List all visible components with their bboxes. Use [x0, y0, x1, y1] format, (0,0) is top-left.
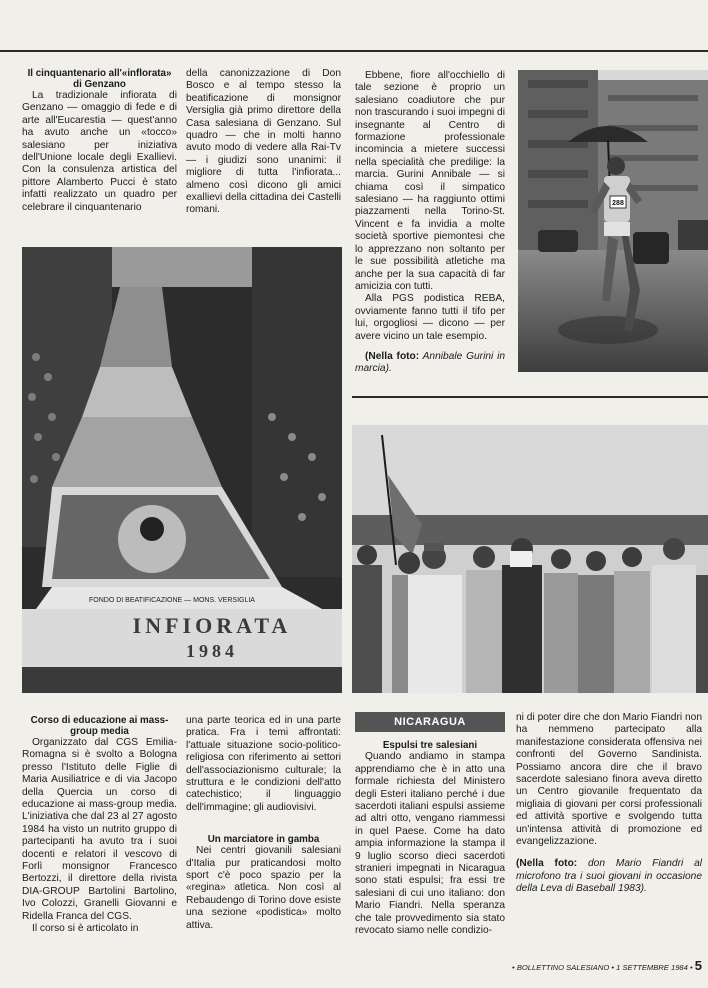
marciatore-text: Nei centri giovanili salesiani d'Italia pur praticandosi molto sport c'è poco spazio per la «regina» atletica. Non così al Rebaudengo di Torino dove esiste una sezione «podistica» molto attiva. — [186, 845, 341, 931]
runner-photo-graphic — [518, 70, 708, 372]
corso-headline: Corso di educazione ai mass-group media — [30, 715, 169, 737]
genzano-col-1 — [22, 68, 177, 214]
annibale-caption-text: Annibale Gurini in marcia). — [355, 350, 506, 375]
page-footer — [440, 958, 702, 973]
genzano-col-2 — [186, 68, 341, 217]
annibale-caption-label: (Nella foto: — [365, 350, 420, 362]
annibale-text-2: Alla PGS podistica REBA, ovviamente fanno tutti il tifo per lui, orgogliosi — dicono — per avere vicino un tale esempio. — [355, 293, 505, 342]
annibale-col — [355, 70, 505, 376]
annibale-caption — [355, 351, 505, 376]
corso-text-2: Il corso si è articolato in — [32, 923, 139, 935]
marciatore-headline: Un marciatore in gamba — [207, 834, 320, 846]
nicaragua-section-label: NICARAGUA — [355, 712, 505, 732]
footer-text: • BOLLETTINO SALESIANO • 1 SETTEMBRE 1984 • — [512, 963, 693, 972]
runner-bib: 288 — [612, 200, 624, 207]
genzano-text-1: La tradizionale infiorata di Genzano — omaggio di fede e di arte all'Eucarestia — quest'anno ha avuto anche un «tocco» salesiano per iniziativa dell'Unione locale degli Exallievi. Con la consulenza artistica del pittore Alamberto Pucci è stato infatti realizzato un quadro per celebrare il cinquantenario — [22, 90, 177, 213]
nicaragua-col-2 — [516, 712, 702, 896]
infiorata-panel-text: FONDO DI BEATIFICAZIONE — MONS. VERSIGLIA — [89, 597, 255, 604]
corso-col-2 — [186, 715, 341, 932]
corso-text-3: una parte teorica ed in una parte pratica. Fra i temi affrontati: l'attuale situazione socio-politico-religiosa con riferimento ai settori dell'associazionismo culturale; la struttura e le condizioni dell'atto catechistico; il linguaggio dell'immagine; gli audiovisivi. — [186, 715, 341, 813]
nicaragua-headline: Espulsi tre salesiani — [382, 740, 478, 752]
genzano-text-2: della canonizzazione di Don Bosco e al tempo stesso la beatificazione di monsignor Versiglia già primo direttore della Casa salesiana di Genzano. Sul quadro — che in molti hanno avuto modo di vedere alla Rai-Tv — i giudizi sono unanimi: il migliore di tutta l'infiorata... almeno così dicono gli amici exallievi della cittadina dei Castelli romani. — [186, 68, 341, 216]
top-rule — [0, 50, 708, 52]
infiorata-year: 1984 — [186, 641, 238, 661]
nicaragua-text: Quando andiamo in stampa apprendiamo che è in atto una formale richiesta del Ministero degli Esteri italiano perché i due sacerdoti italiani espulsi assieme ad altri otto, vengano riammessi in quel Paese. Come ha dato ampia informazione la stampa il 9 luglio scorso dieci sacerdoti stranieri impegnati in Nicaragua sono stati espulsi; fra essi tre salesiani di cui uno italiano: don Mario Fiandri. Nella speranza che tale provvedimento sia stato revocato siamo nelle condizio- — [355, 751, 505, 937]
nicaragua-caption-label: (Nella foto: — [516, 858, 578, 870]
nicaragua-col-1 — [355, 712, 505, 938]
crowd-photo-graphic — [352, 425, 708, 693]
runner-photo — [518, 70, 708, 372]
crowd-photo — [352, 425, 708, 693]
infiorata-photo — [22, 247, 342, 693]
nicaragua-text-2: ni di poter dire che don Mario Fiandri non ha nemmeno partecipato alla manifestazione considerata offensiva nei confronti del Governo Sandinista. Possiamo ancora dire che il bravo sacerdote salesiano finora aveva diretto un Centro giovanile frequentato da migliaia di giovani per corsi professionali ed attività sportive e svolgendo tutta un'intensa attività di promozione ed evangelizzazione. — [516, 712, 702, 848]
annibale-text: Ebbene, fiore all'occhiello di tale sezione è proprio un salesiano coadiutore che pur non trascurando i suoi impegni di insegnante al Centro di formazione professionale incomincia a mietere successi nella specialità che predilige: la marcia. Gurini Annibale — si chiama così il simpatico salesiano — ha raggiunto ottimi piazzamenti nella Torino-St. Vincent e fa invidia a molte società sportive piemontesi che lo apprezzano non soltanto per le sue possibilità atletiche ma anche per la sua capacità di far amicizia con tutti. — [355, 70, 505, 292]
mid-right-rule — [352, 396, 708, 398]
corso-col-1 — [22, 715, 177, 936]
infiorata-banner: INFIORATA — [132, 613, 292, 638]
page-number: 5 — [694, 958, 702, 973]
nicaragua-caption — [516, 858, 702, 895]
genzano-headline: Il cinquantenario all'«inflorata» di Genzano — [27, 68, 172, 90]
corso-text-1: Organizzato dal CGS Emilia-Romagna si è svolto a Bologna presso l'Istituto delle Figlie di Maria Ausiliatrice e di via Jacopo della Quercia un corso di educazione ai mass-group media. L'iniziativa che dal 23 al 27 agosto 1984 ha visto un nutrito gruppo di partecipanti ha avuto tra i suoi docenti e relatori il vescovo di Forlì monsignor Francesco Bertozzi, il direttore della rivista DIA-GROUP Bartolini Bartolino, Ivo Colozzi, Granelli Giovanni e Ridella Franca del CGS. — [22, 737, 177, 922]
nicaragua-caption-text: don Mario Fiandri al microfono tra i suoi giovani in occasione della Leva di Baseball 1983). — [516, 858, 702, 895]
infiorata-photo-graphic — [22, 247, 342, 693]
